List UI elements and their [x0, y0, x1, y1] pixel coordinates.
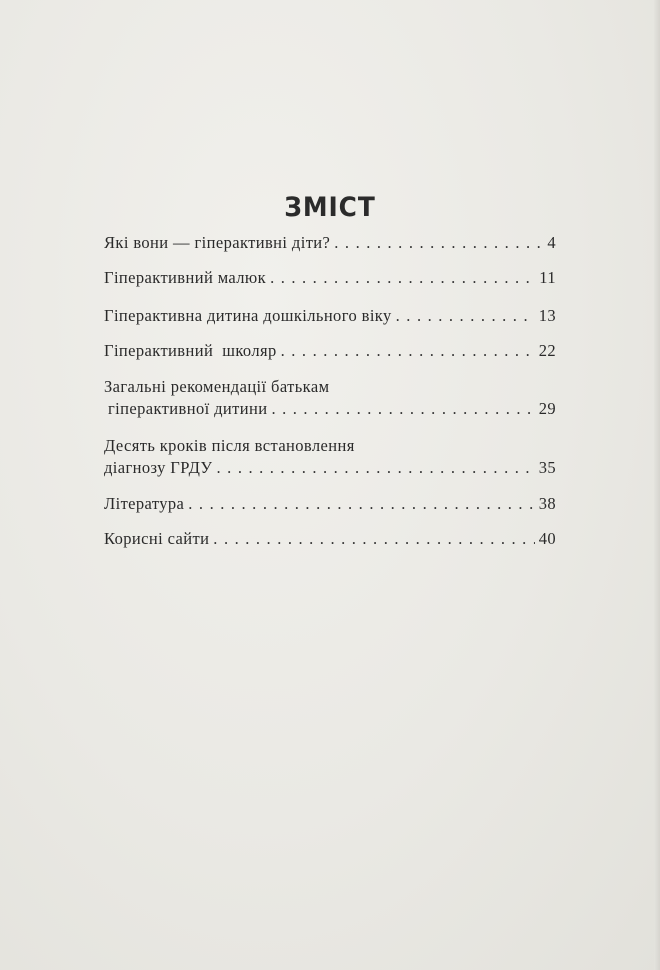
toc-entry-title: Гіперактивна дитина дошкільного віку — [104, 306, 392, 325]
toc-entry-title: Література — [104, 494, 185, 513]
dot-leader — [270, 267, 535, 289]
toc-page-number: 11 — [539, 268, 556, 287]
toc-page-number: 22 — [538, 341, 556, 360]
toc-entry-title: Які вони — гіперактивні діти? — [104, 233, 331, 252]
page-edge — [654, 0, 660, 970]
toc-page-number: 40 — [538, 529, 556, 548]
toc-entry-4[interactable] — [104, 340, 556, 362]
toc-page-number: 29 — [538, 399, 556, 418]
dot-leader — [213, 528, 534, 550]
toc-entry-title-continued: діагнозу ГРДУ — [104, 458, 213, 477]
toc-page-number: 35 — [538, 458, 556, 477]
dot-leader — [334, 232, 543, 254]
table-of-contents — [104, 232, 556, 563]
dot-leader — [217, 457, 535, 479]
toc-entry-1[interactable] — [104, 232, 556, 254]
toc-entry-6[interactable] — [104, 435, 556, 479]
toc-entry-title-continued: гіперактивної дитини — [108, 399, 268, 418]
toc-entry-title: Загальні рекомендації батькам — [104, 377, 330, 396]
dot-leader — [271, 398, 534, 420]
dot-leader — [396, 305, 535, 327]
dot-leader — [188, 493, 534, 515]
toc-entry-7[interactable] — [104, 493, 556, 515]
toc-entry-title: Гіперактивний малюк — [104, 268, 267, 287]
toc-entry-3[interactable] — [104, 305, 556, 327]
toc-page-number: 38 — [538, 494, 556, 513]
dot-leader — [281, 340, 535, 362]
toc-entry-title: Корисні сайти — [104, 529, 210, 548]
page-title: ЗМІСТ — [284, 192, 376, 223]
toc-entry-title: Гіперактивний школяр — [104, 341, 277, 360]
toc-entry-title: Десять кроків після встановлення — [104, 436, 355, 455]
toc-page-number: 13 — [538, 306, 556, 325]
toc-page-number: 4 — [547, 233, 556, 252]
toc-entry-8[interactable] — [104, 528, 556, 550]
toc-entry-2[interactable] — [104, 267, 556, 289]
toc-entry-5[interactable] — [104, 376, 556, 420]
